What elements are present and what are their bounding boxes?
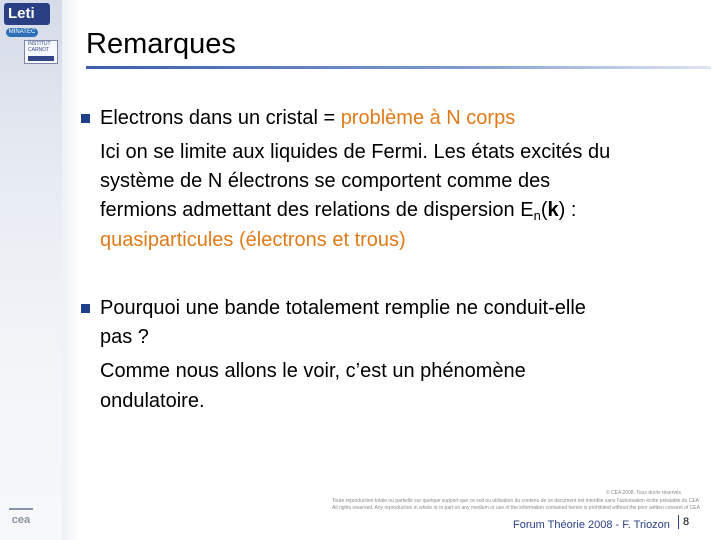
carnot-logo	[24, 40, 58, 64]
title-underline	[86, 66, 711, 69]
bullet-2-line-3: Comme nous allons le voir, c’est un phénomène	[100, 360, 526, 382]
bullet-2-line-4: ondulatoire.	[100, 390, 205, 412]
bullet-1-line-4-end: ) :	[558, 199, 577, 221]
bullet-1-line-4-text: fermions admettant des relations de dispersion E	[100, 199, 534, 221]
cea-logo-text: cea	[11, 514, 31, 526]
carnot-bar	[28, 56, 54, 61]
bullet-1-line-3: système de N électrons se comportent comme des	[100, 170, 551, 192]
leti-logo	[4, 3, 50, 25]
bullet-marker-2	[81, 304, 90, 313]
bullet-1-line-4: fermions admettant des relations de dispersion $E_n(k)$ :	[100, 199, 577, 223]
copyright-notice: © CEA 2008. Tous droits réservés	[606, 490, 682, 496]
bullet-1-main	[100, 107, 515, 130]
bullet-marker-1	[81, 114, 90, 123]
dispersion-subscript: n	[533, 208, 541, 223]
page-number: 8	[683, 516, 690, 528]
dispersion-k: k	[547, 199, 559, 221]
leti-logo-text: Leti	[8, 5, 35, 22]
footer-text: Forum Théorie 2008 - F. Triozon	[513, 519, 670, 531]
bullet-2-main: Pourquoi une bande totalement remplie ne conduit-elle	[100, 297, 586, 319]
legal-line-1: Toute reproduction totale ou partielle sur quelque support que ce soit ou utilisation du contenu de ce document est interdite sans l'autorisation écrite préalable du CEA	[332, 498, 700, 504]
bullet-1-highlight: problème à N corps	[340, 107, 516, 129]
page-title: Remarques	[86, 28, 236, 60]
carnot-line-1: INSTITUT	[28, 41, 51, 47]
sidebar-background	[0, 0, 62, 540]
carnot-line-2: CARNOT	[28, 47, 50, 53]
bullet-1-line-5: quasiparticules (électrons et trous)	[100, 229, 406, 251]
bullet-1-line-2: Ici on se limite aux liquides de Fermi. Les états excités du	[100, 141, 611, 163]
bullet-2-line-2: pas ?	[100, 326, 149, 348]
legal-line-2: All rights reserved. Any reproduction in whole or in part on any medium or use of the information contained herein is prohibited without the prior written consent of CEA	[332, 505, 700, 511]
footer-separator	[678, 515, 679, 529]
sidebar-fade	[62, 0, 80, 540]
bullet-1-main-text: Electrons dans un cristal =	[100, 107, 341, 129]
cea-logo	[8, 507, 34, 527]
minatec-logo: MINATEC	[6, 28, 38, 37]
